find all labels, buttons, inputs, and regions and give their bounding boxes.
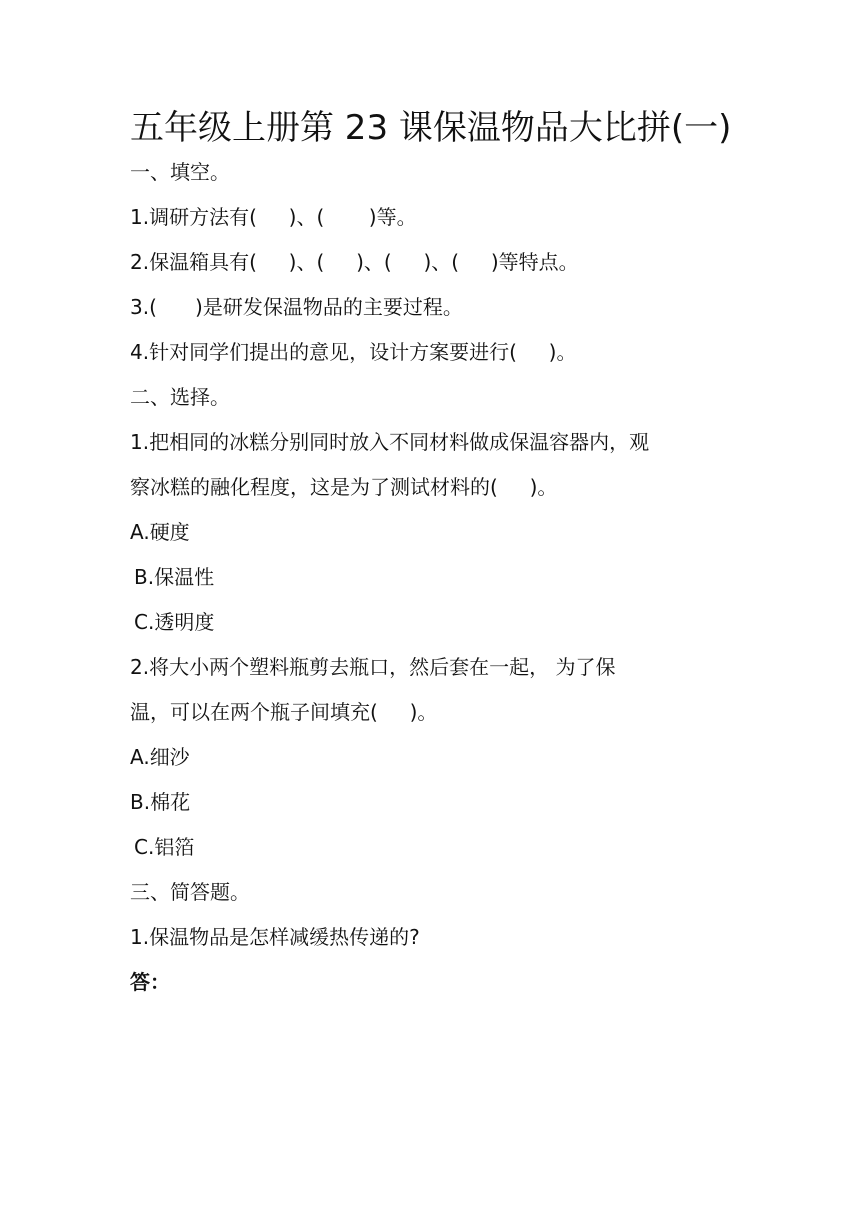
choice-1-option-c: C.透明度 xyxy=(134,610,215,634)
choice-2-option-b: B.棉花 xyxy=(130,790,191,814)
question-choice-2-line1: 2.将大小两个塑料瓶剪去瓶口，然后套在一起， 为了保 xyxy=(130,655,616,679)
question-fill-1: 1.调研方法有( )、( )等。 xyxy=(130,205,417,229)
question-choice-2-line2: 温，可以在两个瓶子间填充( )。 xyxy=(130,700,438,724)
question-choice-1-line1: 1.把相同的冰糕分别同时放入不同材料做成保温容器内，观 xyxy=(130,430,650,454)
answer-label: 答： xyxy=(130,970,170,994)
choice-1-option-a: A.硬度 xyxy=(130,520,190,544)
question-fill-2: 2.保温箱具有( )、( )、( )、( )等特点。 xyxy=(130,250,579,274)
section-heading-choice: 二、选择。 xyxy=(130,385,230,409)
choice-2-option-a: A.细沙 xyxy=(130,745,190,769)
section-heading-short-answer: 三、简答题。 xyxy=(130,880,250,904)
question-fill-4: 4.针对同学们提出的意见，设计方案要进行( )。 xyxy=(130,340,577,364)
question-choice-1-line2: 察冰糕的融化程度，这是为了测试材料的( )。 xyxy=(130,475,558,499)
page-title: 五年级上册第 23 课保温物品大比拼(一) xyxy=(130,108,732,148)
choice-1-option-b: B.保温性 xyxy=(134,565,215,589)
section-heading-fill-blank: 一、填空。 xyxy=(130,160,230,184)
choice-2-option-c: C.铝箔 xyxy=(134,835,195,859)
question-short-answer-1: 1.保温物品是怎样减缓热传递的? xyxy=(130,925,420,949)
question-fill-3: 3.( )是研发保温物品的主要过程。 xyxy=(130,295,463,319)
